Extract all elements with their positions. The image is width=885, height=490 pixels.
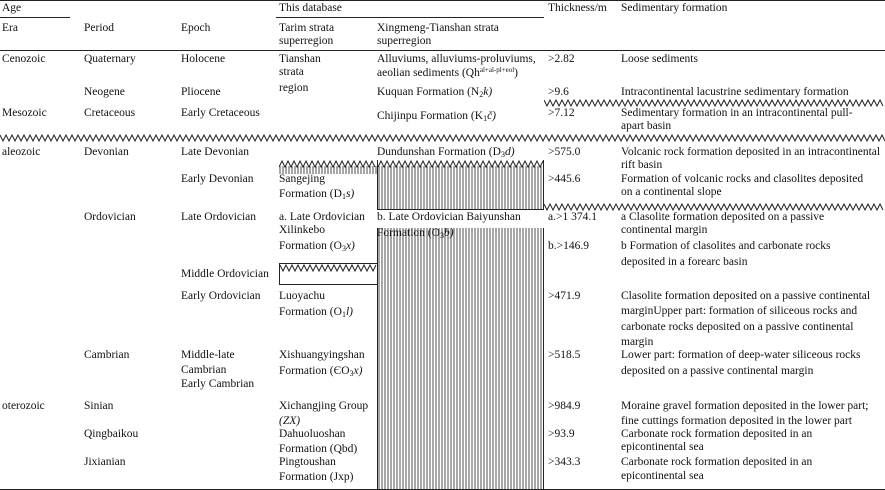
formation-xichangjing-2: (ZX) xyxy=(279,415,301,427)
sedform-late-devonian-2: rift basin xyxy=(621,159,663,171)
formation-pingtoushan-2: Formation (Jxp) xyxy=(279,471,354,483)
kuquan-text: Kuquan Formation (N xyxy=(377,86,480,98)
sedform-lo-a-1: a Clasolite formation deposited on a passive xyxy=(621,211,825,223)
epoch-middle-late-cambrian-1: Middle-late xyxy=(181,349,235,361)
luoyachu-text: Formation (O xyxy=(279,306,342,318)
sangejing-text: Formation (D xyxy=(279,188,342,200)
header-xingmeng-2: superregion xyxy=(377,35,432,47)
luoyachu-sub: 1 xyxy=(341,310,346,319)
thickness-pliocene: >9.6 xyxy=(548,86,569,98)
xishuang-text: Formation (Є xyxy=(279,365,342,377)
thickness-cretaceous: >7.12 xyxy=(548,107,575,119)
header-sedimentary-formation: Sedimentary formation xyxy=(621,2,728,14)
sangejing-end: s) xyxy=(345,188,355,200)
formation-dundunshan xyxy=(377,146,515,159)
era-mesozoic: Mesozoic xyxy=(2,107,47,119)
gap-hatch-xingmeng-lower-paleozoic xyxy=(377,228,544,489)
epoch-early-cretaceous: Early Cretaceous xyxy=(181,107,260,119)
alluv-close: ) xyxy=(514,67,519,79)
sedform-sinian-2: fine cuttings formation deposited in the lower part xyxy=(621,415,852,427)
sedform-lo-b-2: deposited in a forearc basin xyxy=(621,256,748,268)
zigzag-svg xyxy=(0,134,885,142)
formation-chijinpu xyxy=(377,110,496,123)
epoch-middle-late-cambrian-2: Cambrian xyxy=(181,364,227,376)
lo-a-text: Formation (O xyxy=(279,240,342,252)
kuquan-sub: 2 xyxy=(479,90,484,99)
epoch-pliocene: Pliocene xyxy=(181,86,221,98)
sedform-early-devonian-1: Formation of volcanic rocks and clasolites deposited xyxy=(621,173,864,185)
chijinpu-end: č) xyxy=(487,110,496,122)
header-bottom-rule xyxy=(0,50,885,51)
thickness-sinian: >984.9 xyxy=(548,400,581,412)
header-tarim: Tarim strata xyxy=(279,22,335,34)
period-cambrian: Cambrian xyxy=(84,349,130,361)
period-cretaceous: Cretaceous xyxy=(84,107,136,119)
alluv-text: aeolian sediments (Qh xyxy=(377,67,480,79)
xishuang-sub: 3 xyxy=(349,369,354,378)
sedform-lo-b-1: b Formation of clasolites and carbonate rocks xyxy=(621,240,831,252)
chijinpu-text: Chijinpu Formation (K xyxy=(377,110,484,122)
sedform-eo-1: Clasolite formation deposited on a passive continental xyxy=(621,290,871,302)
thickness-late-devonian: >575.0 xyxy=(548,146,581,158)
header-xingmeng: Xingmeng-Tianshan strata xyxy=(377,22,499,34)
sedform-cretaceous-2: apart basin xyxy=(621,120,672,132)
zigzag-svg xyxy=(544,99,885,107)
sedform-lo-a-2: continental margin xyxy=(621,224,708,236)
epoch-early-cambrian: Early Cambrian xyxy=(181,378,255,390)
formation-lo-a-3 xyxy=(279,240,355,253)
header-thickness: Thickness/m xyxy=(548,2,607,14)
chijinpu-sub: 1 xyxy=(483,114,488,123)
lo-a-end: x) xyxy=(345,240,355,252)
sedform-eo-2: marginUpper part: formation of siliceous rocks and xyxy=(621,305,858,317)
period-ordovician: Ordovician xyxy=(84,211,136,223)
sedform-eo-3: carbonate rocks deposited on a passive continental xyxy=(621,321,854,333)
formation-alluviums-1: Alluviums, alluviums-proluviums, xyxy=(377,53,536,65)
dundunshan-sub: 3 xyxy=(500,150,505,159)
epoch-middle-ordovician: Middle Ordovician xyxy=(181,268,269,280)
header-this-database: This database xyxy=(279,2,342,14)
dundunshan-text: Dundunshan Formation (D xyxy=(377,146,501,158)
gap-hatch-middle-ordovician xyxy=(279,263,377,285)
thickness-jixianian: >343.3 xyxy=(548,456,581,468)
formation-luoyachu-1: Luoyachu xyxy=(279,290,325,302)
thickness-lo-a: a.>1 374.1 xyxy=(548,211,597,223)
lo-b-sub: 3 xyxy=(439,231,444,240)
formation-xishuang-1: Xishuangyingshan xyxy=(279,349,365,361)
era-proterozoic: oterozoic xyxy=(2,400,45,412)
lo-a-sub: 3 xyxy=(341,244,346,253)
luoyachu-end: l) xyxy=(345,306,353,318)
sedform-eo-4: margin xyxy=(621,336,654,348)
period-neogene: Neogene xyxy=(84,86,125,98)
hatch-svg xyxy=(279,160,377,174)
unconformity-line-neogene xyxy=(544,99,885,107)
period-sinian: Sinian xyxy=(84,400,114,412)
period-quaternary: Quaternary xyxy=(84,53,136,65)
formation-pingtoushan-1: Pingtoushan xyxy=(279,456,336,468)
sedform-early-devonian-2: on a continental slope xyxy=(621,186,722,198)
formation-xichangjing-1: Xichangjing Group xyxy=(279,400,369,412)
era-cenozoic: Cenozoic xyxy=(2,53,46,65)
header-epoch: Epoch xyxy=(181,22,211,34)
zigzag-svg xyxy=(280,264,377,285)
sedform-qingbaikou-1: Carbonate rock formation deposited in an xyxy=(621,428,813,440)
dundunshan-end: d) xyxy=(504,146,515,158)
hatch-svg xyxy=(378,228,544,489)
formation-alluviums-2 xyxy=(377,67,518,80)
epoch-holocene: Holocene xyxy=(181,53,226,65)
zigzag-svg xyxy=(544,203,885,211)
period-qingbaikou: Qingbaikou xyxy=(84,428,139,440)
thickness-qingbaikou: >93.9 xyxy=(548,428,575,440)
thickness-holocene: >2.82 xyxy=(548,53,575,65)
header-era: Era xyxy=(2,22,18,34)
alluv-sup: al+al-pl+eol xyxy=(479,66,515,74)
sangejing-sub: 1 xyxy=(341,192,346,201)
unconformity-line-mesozoic xyxy=(0,134,885,142)
formation-sangejing-2 xyxy=(279,188,354,201)
sedform-pliocene: Intracontinental lacustrine sedimentary formation xyxy=(621,86,849,98)
sedform-cambrian-1: Lower part: formation of deep-water siliceous rocks xyxy=(621,349,861,361)
header-sub-rule-db xyxy=(276,17,544,18)
formation-sangejing-1: Sangejing xyxy=(279,173,325,185)
formation-kuquan xyxy=(377,86,492,99)
formation-lo-b-2 xyxy=(377,227,454,240)
period-devonian: Devonian xyxy=(84,146,129,158)
sedform-cambrian-2: deposited on a passive continental margin xyxy=(621,365,814,377)
formation-luoyachu-2 xyxy=(279,306,353,319)
sedform-jixianian-2: epicontinental sea xyxy=(621,470,704,482)
sedform-cretaceous-1: Sedimentary formation in an intracontinental pull- xyxy=(621,107,853,119)
xishuang-mid: O xyxy=(341,365,350,377)
epoch-early-devonian: Early Devonian xyxy=(181,173,254,185)
formation-lo-a-1: a. Late Ordovician xyxy=(279,211,365,223)
gap-hatch-early-devonian xyxy=(377,160,544,210)
lo-b-end: b) xyxy=(443,227,454,239)
formation-dahuoluoshan-2: Formation (Qbd) xyxy=(279,443,358,455)
header-period: Period xyxy=(84,22,115,34)
sedform-sinian-1: Moraine gravel formation deposited in the lower part; xyxy=(621,400,869,412)
epoch-late-devonian: Late Devonian xyxy=(181,146,250,158)
top-rule xyxy=(0,0,885,1)
epoch-early-ordovician: Early Ordovician xyxy=(181,290,261,302)
header-sub-rule-left xyxy=(0,17,70,18)
unconformity-line-devonian xyxy=(544,203,885,211)
xishuang-end: x) xyxy=(353,365,363,377)
formation-dahuoluoshan-1: Dahuoluoshan xyxy=(279,428,346,440)
sedform-late-devonian-1: Volcanic rock formation deposited in an intracontinental xyxy=(621,146,881,158)
tarim-tianshan-1: Tianshan xyxy=(279,53,321,65)
zigzag-top-svg xyxy=(378,160,544,210)
thickness-lo-b: b.>146.9 xyxy=(548,240,589,252)
header-age: Age xyxy=(2,2,22,14)
era-paleozoic: aleozoic xyxy=(2,146,41,158)
sedform-holocene: Loose sediments xyxy=(621,53,698,65)
sedform-qingbaikou-2: epicontinental sea xyxy=(621,441,704,453)
tarim-tianshan-3: region xyxy=(279,82,309,94)
lo-b-text: Formation (O xyxy=(377,227,440,239)
thickness-early-devonian: >445.6 xyxy=(548,173,581,185)
formation-lo-b-1: b. Late Ordovician Baiyunshan xyxy=(377,211,521,223)
header-tarim-2: superregion xyxy=(279,35,334,47)
formation-xishuang-2 xyxy=(279,365,362,378)
sedform-jixianian-1: Carbonate rock formation deposited in an xyxy=(621,456,813,468)
gap-hatch-tarim-devonian xyxy=(279,160,377,174)
epoch-late-ordovician: Late Ordovician xyxy=(181,211,257,223)
tarim-tianshan-2: strata xyxy=(279,66,304,78)
formation-lo-a-2: Xilinkebo xyxy=(279,224,325,236)
period-jixianian: Jixianian xyxy=(84,456,126,468)
kuquan-end: k) xyxy=(483,86,493,98)
thickness-cambrian: >518.5 xyxy=(548,349,581,361)
thickness-early-ordovician: >471.9 xyxy=(548,290,581,302)
